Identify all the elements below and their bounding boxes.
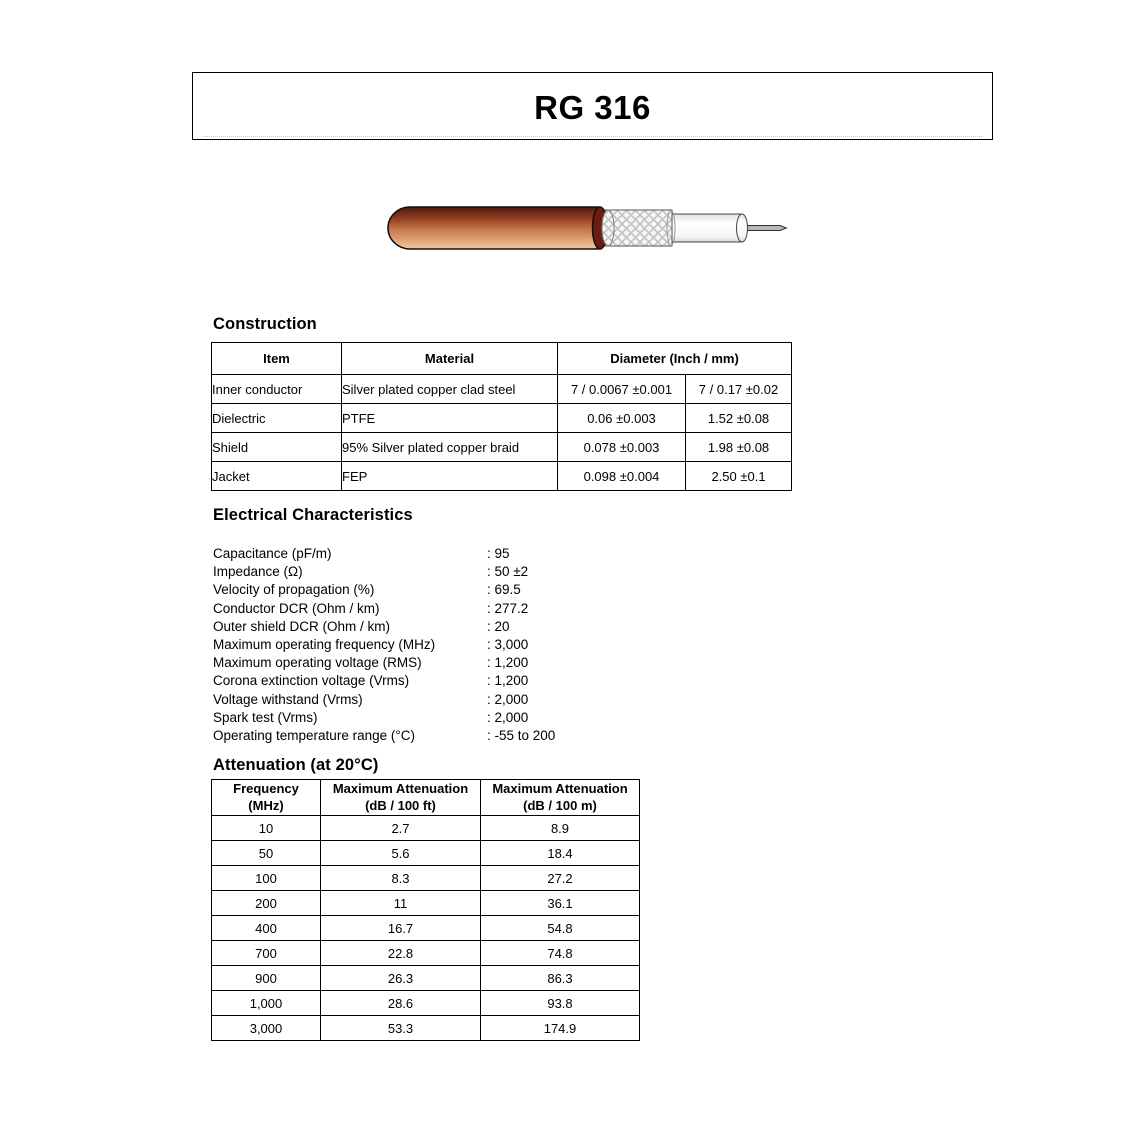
ec-label: Maximum operating frequency (MHz) bbox=[213, 636, 436, 652]
construction-diameter-inch: 0.06 ±0.003 bbox=[558, 404, 686, 433]
title-box-rule bbox=[203, 136, 982, 137]
frequency-cell: 400 bbox=[212, 916, 321, 941]
ec-value: : 2,000 bbox=[487, 691, 529, 707]
construction-diameter-mm: 1.98 ±0.08 bbox=[686, 433, 792, 462]
ec-value: : 95 bbox=[487, 546, 510, 561]
attenuation-m-cell: 74.8 bbox=[481, 941, 640, 966]
ec-label: Outer shield DCR (Ohm / km) bbox=[213, 618, 391, 634]
list-item bbox=[213, 636, 555, 654]
ec-value: : 69.5 bbox=[487, 582, 521, 598]
title-box bbox=[192, 72, 993, 140]
attenuation-ft-cell: 8.3 bbox=[321, 866, 481, 891]
construction-diameter-inch: 0.098 ±0.004 bbox=[558, 462, 686, 491]
construction-material: PTFE bbox=[342, 404, 558, 433]
ec-label: Operating temperature range (°C) bbox=[213, 727, 415, 743]
attenuation-col-frequency: Frequency (MHz) bbox=[212, 780, 321, 816]
frequency-cell: 1,000 bbox=[212, 991, 321, 1016]
attenuation-heading: Attenuation (at 20°C) bbox=[213, 756, 379, 774]
ec-label: Voltage withstand (Vrms) bbox=[213, 691, 363, 707]
electrical-list bbox=[213, 545, 555, 745]
construction-item: Jacket bbox=[212, 462, 342, 491]
dielectric bbox=[664, 214, 748, 242]
cable-illustration bbox=[370, 188, 800, 268]
list-item bbox=[213, 600, 555, 618]
attenuation-col-db-100ft: Maximum Attenuation (dB / 100 ft) bbox=[321, 780, 481, 816]
frequency-cell: 3,000 bbox=[212, 1016, 321, 1041]
attenuation-ft-cell: 5.6 bbox=[321, 841, 481, 866]
construction-table bbox=[211, 342, 792, 491]
table-row bbox=[212, 375, 792, 404]
list-item bbox=[213, 727, 555, 745]
attenuation-ft-cell: 26.3 bbox=[321, 966, 481, 991]
ec-value: : 1,200 bbox=[487, 655, 529, 671]
construction-material: Silver plated copper clad steel bbox=[342, 375, 558, 404]
attenuation-m-cell: 8.9 bbox=[481, 816, 640, 841]
list-item bbox=[213, 691, 555, 709]
construction-material: 95% Silver plated copper braid bbox=[342, 433, 558, 462]
ec-value: : -55 to 200 bbox=[487, 727, 556, 743]
attenuation-m-cell: 18.4 bbox=[481, 841, 640, 866]
attenuation-ft-cell: 16.7 bbox=[321, 916, 481, 941]
ec-label: Capacitance (pF/m) bbox=[213, 546, 332, 561]
table-row bbox=[212, 462, 792, 491]
construction-item: Shield bbox=[212, 433, 342, 462]
frequency-cell: 900 bbox=[212, 966, 321, 991]
attenuation-m-cell: 36.1 bbox=[481, 891, 640, 916]
attenuation-m-cell: 93.8 bbox=[481, 991, 640, 1016]
attenuation-ft-cell: 11 bbox=[321, 891, 481, 916]
attenuation-ft-cell: 28.6 bbox=[321, 991, 481, 1016]
jacket bbox=[388, 207, 614, 249]
frequency-cell: 10 bbox=[212, 816, 321, 841]
list-item bbox=[213, 654, 555, 672]
ec-value: : 277.2 bbox=[487, 600, 529, 616]
construction-header-row bbox=[212, 343, 792, 375]
ec-label: Impedance (Ω) bbox=[213, 564, 303, 580]
table-row bbox=[212, 991, 640, 1016]
construction-diameter-mm: 7 / 0.17 ±0.02 bbox=[686, 375, 792, 404]
table-row bbox=[212, 433, 792, 462]
list-item bbox=[213, 672, 555, 690]
construction-col-item: Item bbox=[212, 343, 342, 375]
construction-item: Dielectric bbox=[212, 404, 342, 433]
frequency-cell: 200 bbox=[212, 891, 321, 916]
ec-value: : 2,000 bbox=[487, 709, 529, 725]
construction-material: FEP bbox=[342, 462, 558, 491]
frequency-cell: 100 bbox=[212, 866, 321, 891]
construction-diameter-inch: 0.078 ±0.003 bbox=[558, 433, 686, 462]
attenuation-table bbox=[211, 779, 640, 1041]
table-row bbox=[212, 966, 640, 991]
ec-value: : 1,200 bbox=[487, 673, 529, 689]
list-item bbox=[213, 618, 555, 636]
list-item bbox=[213, 581, 555, 599]
table-row bbox=[212, 891, 640, 916]
table-row bbox=[212, 816, 640, 841]
table-row bbox=[212, 404, 792, 433]
ec-label: Spark test (Vrms) bbox=[213, 709, 318, 725]
attenuation-m-cell: 86.3 bbox=[481, 966, 640, 991]
page-title: RG 316 bbox=[534, 89, 651, 126]
table-row bbox=[212, 841, 640, 866]
attenuation-ft-cell: 53.3 bbox=[321, 1016, 481, 1041]
table-row bbox=[212, 916, 640, 941]
list-item bbox=[213, 563, 555, 581]
attenuation-ft-cell: 2.7 bbox=[321, 816, 481, 841]
electrical-heading: Electrical Characteristics bbox=[213, 506, 413, 524]
construction-heading: Construction bbox=[213, 315, 317, 333]
ec-label: Velocity of propagation (%) bbox=[213, 582, 375, 598]
attenuation-header-row bbox=[212, 780, 640, 816]
ec-value: : 3,000 bbox=[487, 636, 529, 652]
table-row bbox=[212, 1016, 640, 1041]
ec-value: : 50 ±2 bbox=[487, 564, 529, 580]
construction-col-material: Material bbox=[342, 343, 558, 375]
ec-label: Maximum operating voltage (RMS) bbox=[213, 655, 422, 671]
table-row bbox=[212, 941, 640, 966]
attenuation-m-cell: 54.8 bbox=[481, 916, 640, 941]
construction-diameter-inch: 7 / 0.0067 ±0.001 bbox=[558, 375, 686, 404]
ec-label: Corona extinction voltage (Vrms) bbox=[213, 673, 410, 689]
ec-label: Conductor DCR (Ohm / km) bbox=[213, 600, 380, 616]
construction-item: Inner conductor bbox=[212, 375, 342, 404]
attenuation-m-cell: 27.2 bbox=[481, 866, 640, 891]
ec-value: : 20 bbox=[487, 618, 510, 634]
construction-diameter-mm: 1.52 ±0.08 bbox=[686, 404, 792, 433]
frequency-cell: 700 bbox=[212, 941, 321, 966]
list-item bbox=[213, 709, 555, 727]
construction-col-diameter: Diameter (Inch / mm) bbox=[558, 343, 792, 375]
table-row bbox=[212, 866, 640, 891]
attenuation-col-db-100m: Maximum Attenuation (dB / 100 m) bbox=[481, 780, 640, 816]
attenuation-ft-cell: 22.8 bbox=[321, 941, 481, 966]
list-item bbox=[213, 545, 555, 563]
attenuation-m-cell: 174.9 bbox=[481, 1016, 640, 1041]
frequency-cell: 50 bbox=[212, 841, 321, 866]
construction-diameter-mm: 2.50 ±0.1 bbox=[686, 462, 792, 491]
